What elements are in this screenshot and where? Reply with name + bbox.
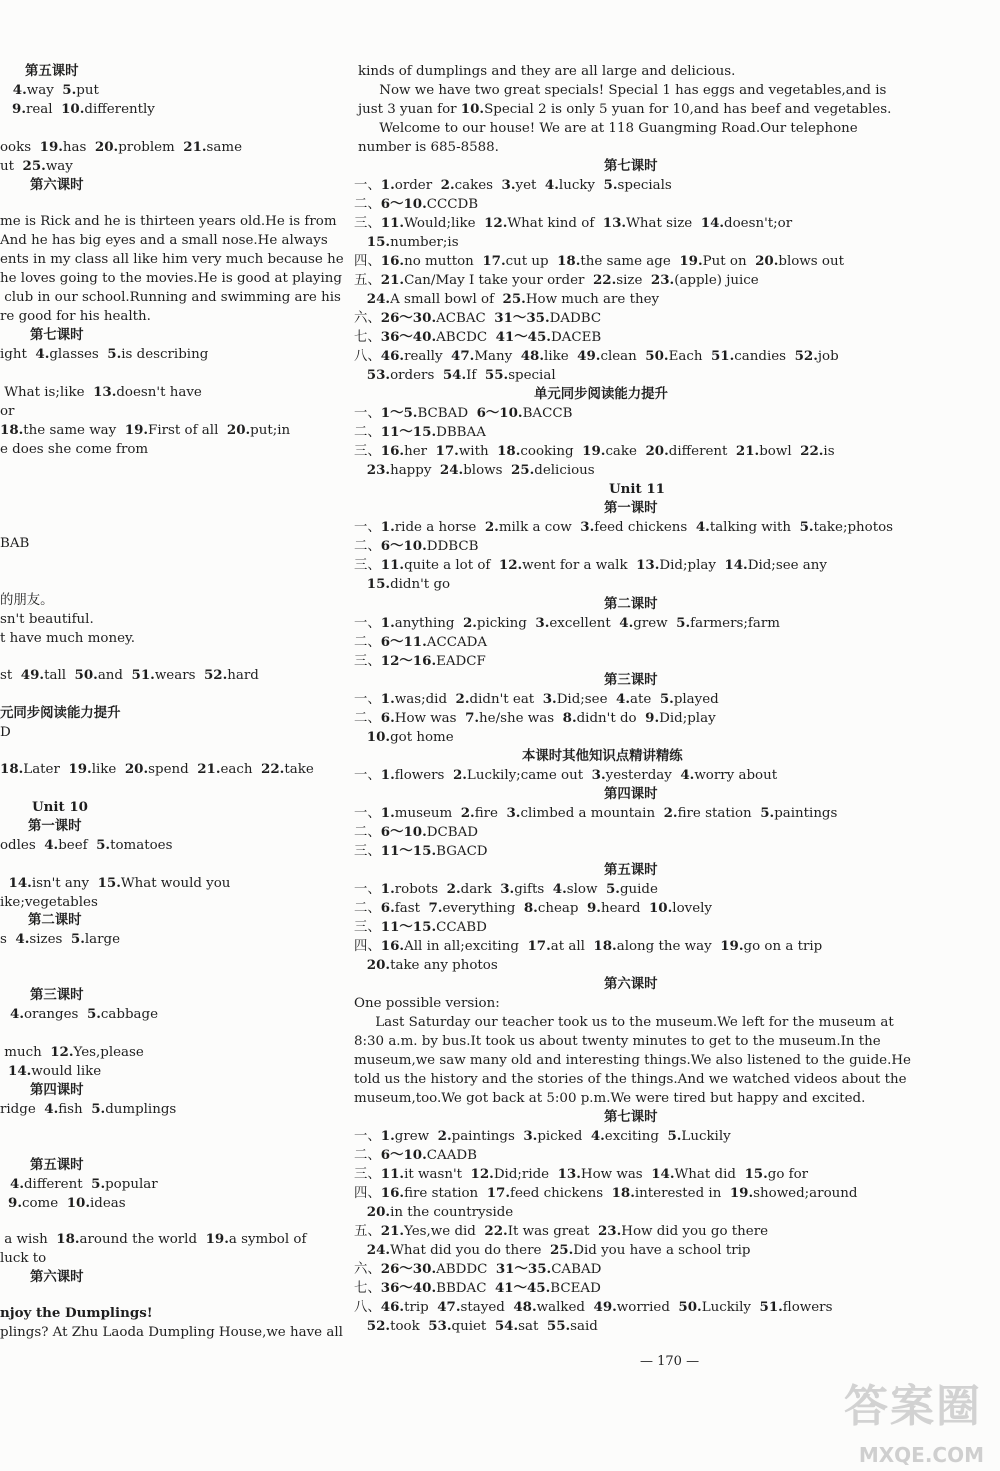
- right-heading: 第二课时: [604, 596, 658, 612]
- right-line: Now we have two great specials! Special 1 has eggs and vegetables,and is: [358, 83, 887, 98]
- right-line: One possible version:: [354, 996, 500, 1011]
- right-heading: 第三课时: [604, 672, 658, 688]
- left-line: e does she come from: [0, 442, 149, 457]
- left-line: ents in my class all like him very much because he: [0, 252, 344, 267]
- right-heading: 第七课时: [604, 158, 658, 174]
- left-line: ut 25.way: [0, 158, 73, 174]
- page-number: — 170 —: [640, 1354, 700, 1369]
- left-line: 18.the same way 19.First of all 20.put;in: [0, 422, 291, 438]
- left-line: ike;vegetables: [0, 895, 98, 910]
- left-heading: Unit 10: [32, 799, 88, 815]
- left-answer-column: [0, 0, 345, 1360]
- right-line: 二、6～10.CCCDB: [354, 196, 479, 212]
- right-line: 53.orders 54.If 55.special: [366, 367, 556, 383]
- left-line: odles 4.beef 5.tomatoes: [0, 837, 173, 853]
- right-line: just 3 yuan for 10.Special 2 is only 5 yuan for 10,and has beef and vegetables.: [358, 101, 892, 117]
- left-heading: 第四课时: [30, 1082, 84, 1098]
- right-line: 二、6.How was 7.he/she was 8.didn't do 9.Did;play: [354, 710, 716, 726]
- right-line: 24.What did you do there 25.Did you have a school trip: [366, 1242, 751, 1258]
- right-line: 二、11～15.DBBAA: [354, 424, 486, 440]
- right-line: 23.happy 24.blows 25.delicious: [366, 462, 595, 478]
- left-heading: 第一课时: [28, 818, 82, 834]
- right-heading: 第七课时: [604, 1109, 658, 1125]
- left-line: plings? At Zhu Laoda Dumpling House,we have all: [0, 1325, 343, 1340]
- left-line: ridge 4.fish 5.dumplings: [0, 1101, 177, 1117]
- left-line: sn't beautiful.: [0, 612, 94, 627]
- right-line: 三、11.it wasn't 12.Did;ride 13.How was 14.What did 15.go for: [354, 1166, 809, 1182]
- left-line: 4.oranges 5.cabbage: [10, 1006, 159, 1022]
- right-line: 七、36～40.BBDAC 41～45.BCEAD: [354, 1280, 601, 1296]
- right-line: 20.take any photos: [366, 957, 498, 973]
- left-line: 14.isn't any 15.What would you: [8, 875, 231, 891]
- left-heading: 第七课时: [30, 327, 84, 343]
- watermark-url: MXQE.COM: [858, 1443, 984, 1467]
- left-line: he loves going to the movies.He is good at playing: [0, 271, 342, 286]
- watermark-logo: 答案圈: [844, 1381, 982, 1432]
- right-line: 八、46.trip 47.stayed 48.walked 49.worried 50.Luckily 51.flowers: [354, 1299, 833, 1315]
- left-line: 4.different 5.popular: [10, 1176, 158, 1192]
- left-line: 9.come 10.ideas: [8, 1195, 126, 1211]
- right-heading: 本课时其他知识点精讲精练: [522, 748, 683, 764]
- right-line: 一、1.flowers 2.Luckily;came out 3.yesterday 4.worry about: [354, 767, 778, 783]
- right-line: 一、1.order 2.cakes 3.yet 4.lucky 5.specials: [354, 177, 672, 193]
- right-line: 20.in the countryside: [366, 1204, 514, 1220]
- right-line: museum,too.We got back at 5:00 p.m.We were tired but happy and excited.: [354, 1091, 866, 1106]
- right-line: 五、21.Yes,we did 22.It was great 23.How did you go there: [354, 1223, 769, 1239]
- right-line: 一、1.was;did 2.didn't eat 3.Did;see 4.ate 5.played: [354, 691, 719, 707]
- left-heading: 第五课时: [30, 1157, 84, 1173]
- right-heading: 第四课时: [604, 786, 658, 802]
- left-line: club in our school.Running and swimming are his: [0, 290, 341, 305]
- left-heading: 第五课时: [25, 63, 79, 79]
- right-line: 一、1～5.BCBAD 6～10.BACCB: [354, 405, 573, 421]
- right-line: 一、1.robots 2.dark 3.gifts 4.slow 5.guide: [354, 881, 658, 897]
- right-line: 四、16.no mutton 17.cut up 18.the same age 19.Put on 20.blows out: [354, 253, 844, 269]
- right-line: kinds of dumplings and they are all large and delicious.: [358, 64, 736, 79]
- left-line: And he has big eyes and a small nose.He always: [0, 233, 328, 248]
- right-line: 二、6～11.ACCADA: [354, 634, 488, 650]
- right-heading: 第一课时: [604, 500, 658, 516]
- left-line: t have much money.: [0, 631, 136, 646]
- left-line: What is;like 13.doesn't have: [0, 384, 202, 400]
- left-line: 9.real 10.differently: [12, 101, 155, 117]
- right-line: 三、11.quite a lot of 12.went for a walk 13.Did;play 14.Did;see any: [354, 557, 827, 573]
- left-line: re good for his health.: [0, 309, 151, 324]
- left-line: ight 4.glasses 5.is describing: [0, 346, 209, 362]
- right-line: 三、11～15.BGACD: [354, 843, 488, 859]
- left-line: 18.Later 19.like 20.spend 21.each 22.take: [0, 761, 314, 777]
- right-heading: 第五课时: [604, 862, 658, 878]
- right-line: 52.took 53.quiet 54.sat 55.said: [366, 1318, 598, 1334]
- left-heading: njoy the Dumplings!: [0, 1305, 153, 1321]
- left-line: BAB: [0, 536, 30, 551]
- right-line: Last Saturday our teacher took us to the museum.We left for the museum at: [354, 1015, 894, 1030]
- right-line: 一、1.museum 2.fire 3.climbed a mountain 2.fire station 5.paintings: [354, 805, 838, 821]
- left-line: me is Rick and he is thirteen years old.He is from: [0, 214, 337, 229]
- right-line: 五、21.Can/May I take your order 22.size 23.(apple) juice: [354, 272, 759, 288]
- left-line: s 4.sizes 5.large: [0, 931, 121, 947]
- right-line: 15.number;is: [366, 234, 459, 250]
- right-line: 24.A small bowl of 25.How much are they: [366, 291, 660, 307]
- watermark: [828, 1381, 988, 1465]
- right-line: museum,we saw many old and interesting things.We also listened to the guide.He: [354, 1053, 911, 1068]
- left-line: ooks 19.has 20.problem 21.same: [0, 139, 243, 155]
- right-line: 七、36～40.ABCDC 41～45.DACEB: [354, 329, 602, 345]
- left-line: 14.would like: [8, 1063, 102, 1079]
- right-heading: 单元同步阅读能力提升: [534, 386, 668, 402]
- left-heading: 第六课时: [30, 1269, 84, 1285]
- right-line: 四、16.All in all;exciting 17.at all 18.along the way 19.go on a trip: [354, 938, 823, 954]
- right-heading: Unit 11: [609, 481, 665, 497]
- right-line: 15.didn't go: [366, 576, 451, 592]
- right-line: told us the history and the stories of the things.And we watched videos about the: [354, 1072, 907, 1087]
- right-line: 三、11.Would;like 12.What kind of 13.What size 14.doesn't;or: [354, 215, 793, 231]
- right-line: 一、1.grew 2.paintings 3.picked 4.exciting 5.Luckily: [354, 1128, 731, 1144]
- right-line: 10.got home: [366, 729, 454, 745]
- right-line: 二、6～10.CAADB: [354, 1147, 477, 1163]
- right-heading: 第六课时: [604, 976, 658, 992]
- right-line: 一、1.anything 2.picking 3.excellent 4.grew 5.farmers;farm: [354, 615, 780, 631]
- left-heading: 第二课时: [28, 912, 82, 928]
- left-heading: 第六课时: [30, 177, 84, 193]
- right-line: number is 685-8588.: [358, 140, 499, 155]
- right-line: 三、16.her 17.with 18.cooking 19.cake 20.different 21.bowl 22.is: [354, 443, 835, 459]
- left-line: luck to: [0, 1251, 47, 1266]
- left-line: 的朋友。: [0, 593, 54, 608]
- left-heading: 第三课时: [30, 987, 84, 1003]
- left-line: a wish 18.around the world 19.a symbol of: [0, 1231, 307, 1247]
- left-line: much 12.Yes,please: [0, 1044, 144, 1060]
- right-line: 二、6～10.DDBCB: [354, 538, 479, 554]
- right-line: 三、11～15.CCABD: [354, 919, 487, 935]
- left-line: or: [0, 404, 15, 419]
- right-line: 一、1.ride a horse 2.milk a cow 3.feed chickens 4.talking with 5.take;photos: [354, 519, 894, 535]
- right-line: Welcome to our house! We are at 118 Guangming Road.Our telephone: [358, 121, 858, 136]
- left-line: 4.way 5.put: [12, 82, 99, 98]
- right-line: 三、12～16.EADCF: [354, 653, 486, 669]
- right-line: 二、6.fast 7.everything 8.cheap 9.heard 10.lovely: [354, 900, 712, 916]
- left-heading: 元同步阅读能力提升: [0, 705, 121, 721]
- right-line: 八、46.really 47.Many 48.like 49.clean 50.Each 51.candies 52.job: [354, 348, 839, 364]
- right-line: 二、6～10.DCBAD: [354, 824, 479, 840]
- right-line: 8:30 a.m. by bus.It took us about twenty minutes to get to the museum.In the: [354, 1034, 881, 1049]
- left-line: st 49.tall 50.and 51.wears 52.hard: [0, 667, 259, 683]
- right-line: 四、16.fire station 17.feed chickens 18.interested in 19.showed;around: [354, 1185, 858, 1201]
- left-line: D: [0, 725, 11, 740]
- right-line: 六、26～30.ABDDC 31～35.CABAD: [354, 1261, 602, 1277]
- right-line: 六、26～30.ACBAC 31～35.DADBC: [354, 310, 602, 326]
